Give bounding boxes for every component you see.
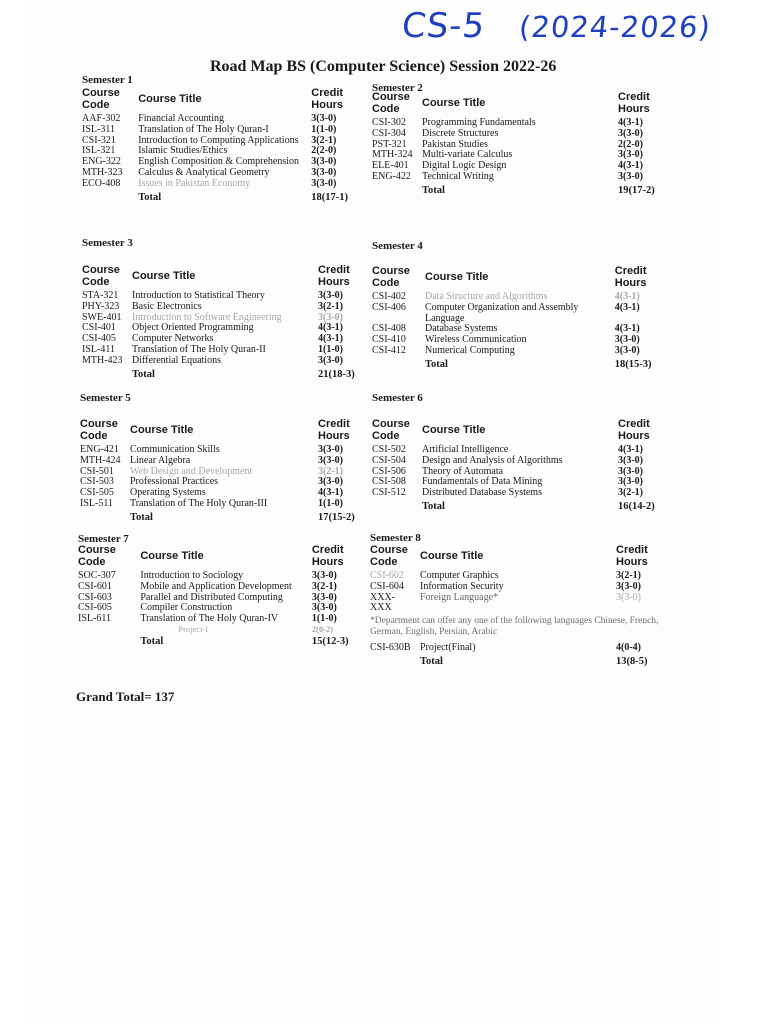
table-header (76, 545, 370, 571)
course-credit: 1(1-0) (311, 123, 337, 135)
header-course-title: Course Title (422, 96, 486, 109)
course-credit: 1(1-0) (318, 498, 343, 510)
course-row (80, 356, 370, 367)
course-title: Digital Logic Design (422, 160, 507, 172)
course-title: Translation of The Holy Quran-II (132, 344, 266, 356)
course-credit: 3(3-0) (616, 591, 641, 603)
total-label: Total (140, 636, 164, 648)
course-row (78, 499, 370, 510)
course-code: CSI-501 (80, 465, 114, 477)
course-code: ENG-421 (80, 444, 119, 456)
table-header (368, 545, 668, 571)
course-title: Translation of The Holy Quran-IV (140, 613, 279, 625)
semester-6-table (370, 419, 670, 512)
course-title: Issues in Pakistan Economy (138, 177, 251, 189)
course-credit: 3(3-0) (311, 591, 337, 603)
semester-4-label: Semester 4 (372, 240, 423, 252)
total-row (370, 183, 670, 196)
course-code: MTH-323 (82, 167, 123, 179)
total-credit: 21(18-3) (318, 368, 355, 380)
course-title: English Composition & Comprehension (138, 156, 300, 168)
course-credit: 3(3-0) (311, 602, 337, 614)
course-credit: 3(3-0) (318, 354, 343, 366)
course-title: Distributed Database Systems (422, 487, 542, 499)
course-credit: 3(3-0) (318, 444, 343, 456)
total-row (80, 190, 370, 203)
semester-7-table (76, 545, 370, 648)
course-row (370, 488, 670, 499)
header-credit-hours: Credit Hours (614, 265, 647, 289)
total-row (78, 510, 370, 523)
course-credit: 3(3-0) (616, 580, 641, 592)
course-code: CSI-506 (372, 465, 406, 477)
note-row (368, 614, 668, 643)
header-course-code: Course Code (372, 91, 410, 115)
course-credit: 3(3-0) (618, 149, 643, 161)
course-title: Basic Electronics (132, 300, 202, 312)
course-row (370, 172, 670, 183)
course-code: CSI-604 (370, 580, 404, 592)
total-row (80, 367, 370, 380)
course-credit: 3(2-1) (311, 134, 337, 146)
course-code: CSI-505 (80, 487, 114, 499)
course-title: Computer Organization and Assembly Language (425, 301, 579, 324)
semester-5-label: Semester 5 (80, 392, 131, 404)
total-row (370, 357, 670, 370)
course-credit: 2(2-0) (311, 145, 337, 157)
course-title: Web Design and Development (130, 465, 253, 477)
course-code: MTH-324 (372, 149, 413, 161)
course-title: Translation of The Holy Quran-I (138, 123, 269, 135)
course-code: CSI-630B (370, 642, 411, 654)
course-code: CSI-402 (372, 291, 406, 303)
course-row (368, 643, 668, 654)
course-title: Fundamentals of Data Mining (422, 476, 543, 488)
course-title: Pakistan Studies (422, 138, 488, 150)
grand-total: Grand Total= 137 (76, 689, 175, 704)
course-credit: 3(3-0) (618, 465, 643, 477)
total-label: Total (425, 358, 448, 370)
course-title: Translation of The Holy Quran-III (130, 498, 268, 510)
course-title: Data Structure and Algorithms (425, 291, 548, 303)
course-credit: 2(2-0) (618, 138, 643, 150)
handwritten-annotation (400, 6, 713, 46)
course-credit: 4(3-1) (618, 444, 643, 456)
course-title: Compiler Construction (140, 602, 233, 614)
course-code: ECO-408 (82, 177, 121, 189)
semester-1-label: Semester 1 (82, 74, 133, 86)
total-credit: 16(14-2) (618, 501, 655, 513)
total-label: Total (422, 501, 445, 513)
course-code: AAF-302 (82, 113, 121, 125)
course-code: ENG-422 (372, 171, 411, 183)
semester-2-label: Semester 2 (372, 82, 423, 94)
course-credit: 3(3-0) (618, 454, 643, 466)
course-credit: 3(3-0) (614, 345, 640, 357)
semester-3-label: Semester 3 (82, 237, 133, 249)
course-code: ISL-321 (82, 145, 116, 157)
course-row (80, 179, 370, 190)
course-code: CSI-508 (372, 476, 406, 488)
document-title: Road Map BS (Computer Science) Session 2022-26 (210, 58, 557, 75)
total-credit: 17(15-2) (318, 511, 355, 523)
course-title: Theory of Automata (422, 465, 504, 477)
course-credit: 1(1-0) (311, 613, 337, 625)
course-title: Professional Practices (130, 476, 219, 488)
course-title: Differential Equations (132, 354, 221, 366)
course-credit: 4(0-4) (616, 642, 641, 654)
header-course-code: Course Code (372, 265, 410, 289)
course-code: CSI-605 (78, 602, 112, 614)
course-title: Operating Systems (130, 487, 206, 499)
course-title: Communication Skills (130, 444, 220, 456)
course-credit: 3(3-0) (318, 311, 343, 323)
course-row (368, 593, 668, 615)
course-credit: 3(3-0) (311, 156, 337, 168)
course-credit: 3(3-0) (311, 167, 337, 179)
course-code: MTH-423 (82, 354, 123, 366)
table-header (80, 265, 370, 291)
course-code: CSI-410 (372, 334, 406, 346)
document-page (30, 0, 720, 1024)
semester-2-table (370, 92, 670, 196)
handwritten-years: (2024-2026) (517, 10, 713, 44)
course-code: STA-321 (82, 290, 119, 302)
header-course-title: Course Title (138, 92, 202, 105)
course-credit: 3(3-0) (311, 113, 337, 125)
total-credit: 15(12-3) (311, 636, 349, 648)
semester-7-label: Semester 7 (78, 533, 129, 545)
table-header (370, 92, 670, 118)
course-title: Parallel and Distributed Computing (140, 591, 283, 603)
course-code: ISL-511 (80, 498, 113, 510)
course-credit: 3(2-1) (618, 487, 643, 499)
total-label: Total (130, 511, 153, 523)
course-code: CSI-401 (82, 322, 116, 334)
course-credit: 3(2-1) (318, 465, 343, 477)
course-title: Technical Writing (422, 171, 494, 183)
total-row (368, 654, 668, 667)
course-credit: 4(3-1) (614, 301, 640, 313)
course-title: Introduction to Statistical Theory (132, 290, 265, 302)
course-code: MTH-424 (80, 454, 121, 466)
header-course-code: Course Code (372, 418, 410, 442)
course-title: Artificial Intelligence (422, 444, 509, 456)
course-code: ISL-411 (82, 344, 115, 356)
course-code: CSI-512 (372, 487, 406, 499)
course-code: XXX-XXX (370, 591, 395, 614)
total-row (370, 499, 670, 512)
header-credit-hours: Credit Hours (318, 418, 350, 442)
table-header (78, 419, 370, 445)
semester-8-table (368, 545, 668, 667)
course-title: Introduction to Computing Applications (138, 134, 299, 146)
course-code: CSI-602 (370, 570, 404, 582)
course-credit: 3(2-1) (311, 580, 337, 592)
course-code: CSI-406 (372, 301, 406, 313)
course-title: Financial Accounting (138, 113, 225, 125)
course-row (76, 625, 370, 634)
total-label: Total (422, 184, 445, 196)
course-code: CSI-321 (82, 134, 116, 146)
course-code: CSI-502 (372, 444, 406, 456)
semester-6-label: Semester 6 (372, 392, 423, 404)
course-code: CSI-302 (372, 117, 406, 129)
course-credit: 3(2-1) (318, 300, 343, 312)
course-credit: 4(3-1) (614, 291, 640, 303)
header-course-code: Course Code (370, 544, 408, 568)
course-code (76, 625, 138, 634)
course-credit: 3(3-0) (614, 334, 640, 346)
table-header (80, 88, 370, 114)
course-row (370, 303, 670, 325)
header-course-title: Course Title (425, 270, 489, 283)
course-code: ISL-611 (78, 613, 111, 625)
table-header (370, 419, 670, 445)
course-code: ISL-311 (82, 123, 115, 135)
table-header (370, 266, 670, 292)
header-course-title: Course Title (422, 423, 486, 436)
semester-1-table (80, 88, 370, 203)
header-course-code: Course Code (82, 87, 120, 111)
course-title: Islamic Studies/Ethics (138, 145, 228, 157)
header-course-title: Course Title (420, 549, 484, 562)
course-code: ENG-322 (82, 156, 121, 168)
course-title: Linear Algebra (130, 454, 191, 466)
header-course-code: Course Code (78, 544, 116, 568)
course-code: CSI-603 (78, 591, 112, 603)
course-credit: 3(3-0) (311, 177, 337, 189)
foreign-language-note: *Department can offer any one of the following languages Chinese, French, German, English, Persian, Arabic (370, 616, 659, 637)
course-code: SOC-307 (78, 570, 116, 582)
course-title: Multi-variate Calculus (422, 149, 513, 161)
header-credit-hours: Credit Hours (618, 418, 650, 442)
semester-8-label: Semester 8 (370, 532, 421, 544)
course-title: Introduction to Software Engineering (132, 311, 282, 323)
semester-3-table (80, 265, 370, 380)
course-title: Object Oriented Programming (132, 322, 254, 334)
header-credit-hours: Credit Hours (318, 264, 350, 288)
header-credit-hours: Credit Hours (311, 87, 344, 111)
course-title: Mobile and Application Development (140, 580, 292, 592)
header-credit-hours: Credit Hours (618, 91, 650, 115)
course-title: Wireless Communication (425, 334, 527, 346)
total-label: Total (138, 191, 162, 203)
course-title: Information Security (420, 580, 504, 592)
semester-5-table (78, 419, 370, 523)
course-credit: 3(3-0) (618, 171, 643, 183)
course-credit: 4(3-1) (614, 323, 640, 335)
course-code: CSI-304 (372, 127, 406, 139)
course-code: PST-321 (372, 138, 407, 150)
handwritten-class: CS-5 (399, 6, 488, 46)
total-label: Total (420, 655, 443, 667)
course-code: CSI-405 (82, 333, 116, 345)
course-code: ELE-401 (372, 160, 409, 172)
course-credit: 3(3-0) (311, 570, 337, 582)
course-row (370, 346, 670, 357)
course-code: CSI-504 (372, 454, 406, 466)
header-course-title: Course Title (140, 549, 204, 562)
course-credit: 4(3-1) (318, 322, 343, 334)
course-title: Programming Fundamentals (422, 117, 536, 129)
course-credit: 2(0-2) (311, 624, 334, 635)
course-credit: 3(2-1) (616, 570, 641, 582)
course-credit: 3(3-0) (318, 454, 343, 466)
header-credit-hours: Credit Hours (311, 544, 344, 568)
course-credit: 4(3-1) (618, 117, 643, 129)
semester-4-table (370, 266, 670, 370)
course-code: CSI-412 (372, 345, 406, 357)
course-title: Computer Networks (132, 333, 214, 345)
header-course-code: Course Code (82, 264, 120, 288)
total-credit: 18(15-3) (614, 358, 652, 370)
course-title: Project-I (178, 624, 209, 635)
course-title: Introduction to Sociology (140, 570, 244, 582)
course-code: CSI-503 (80, 476, 114, 488)
header-credit-hours: Credit Hours (616, 544, 648, 568)
course-title: Calculus & Analytical Geometry (138, 167, 270, 179)
header-course-code: Course Code (80, 418, 118, 442)
header-course-title: Course Title (132, 269, 196, 282)
course-code: PHY-323 (82, 300, 120, 312)
course-credit: 3(3-0) (618, 127, 643, 139)
course-credit: 4(3-1) (618, 160, 643, 172)
total-credit: 19(17-2) (618, 184, 655, 196)
course-credit: 3(3-0) (318, 290, 343, 302)
course-credit: 3(3-0) (618, 476, 643, 488)
course-title: Project(Final) (420, 642, 476, 654)
course-code: CSI-408 (372, 323, 406, 335)
course-title: Discrete Structures (422, 127, 499, 139)
total-row (76, 634, 370, 647)
course-title: Computer Graphics (420, 570, 499, 582)
total-credit: 13(8-5) (616, 655, 648, 667)
course-credit: 3(3-0) (318, 476, 343, 488)
course-credit: 4(3-1) (318, 487, 343, 499)
total-label: Total (132, 368, 155, 380)
course-title: Database Systems (425, 323, 498, 335)
course-credit: 1(1-0) (318, 344, 343, 356)
course-credit: 4(3-1) (318, 333, 343, 345)
course-code: CSI-601 (78, 580, 112, 592)
header-course-title: Course Title (130, 423, 194, 436)
course-title: Numerical Computing (425, 345, 515, 357)
course-title: Design and Analysis of Algorithms (422, 454, 563, 466)
total-credit: 18(17-1) (311, 191, 349, 203)
course-title: Foreign Language* (420, 591, 499, 603)
course-code: SWE-401 (82, 311, 122, 323)
